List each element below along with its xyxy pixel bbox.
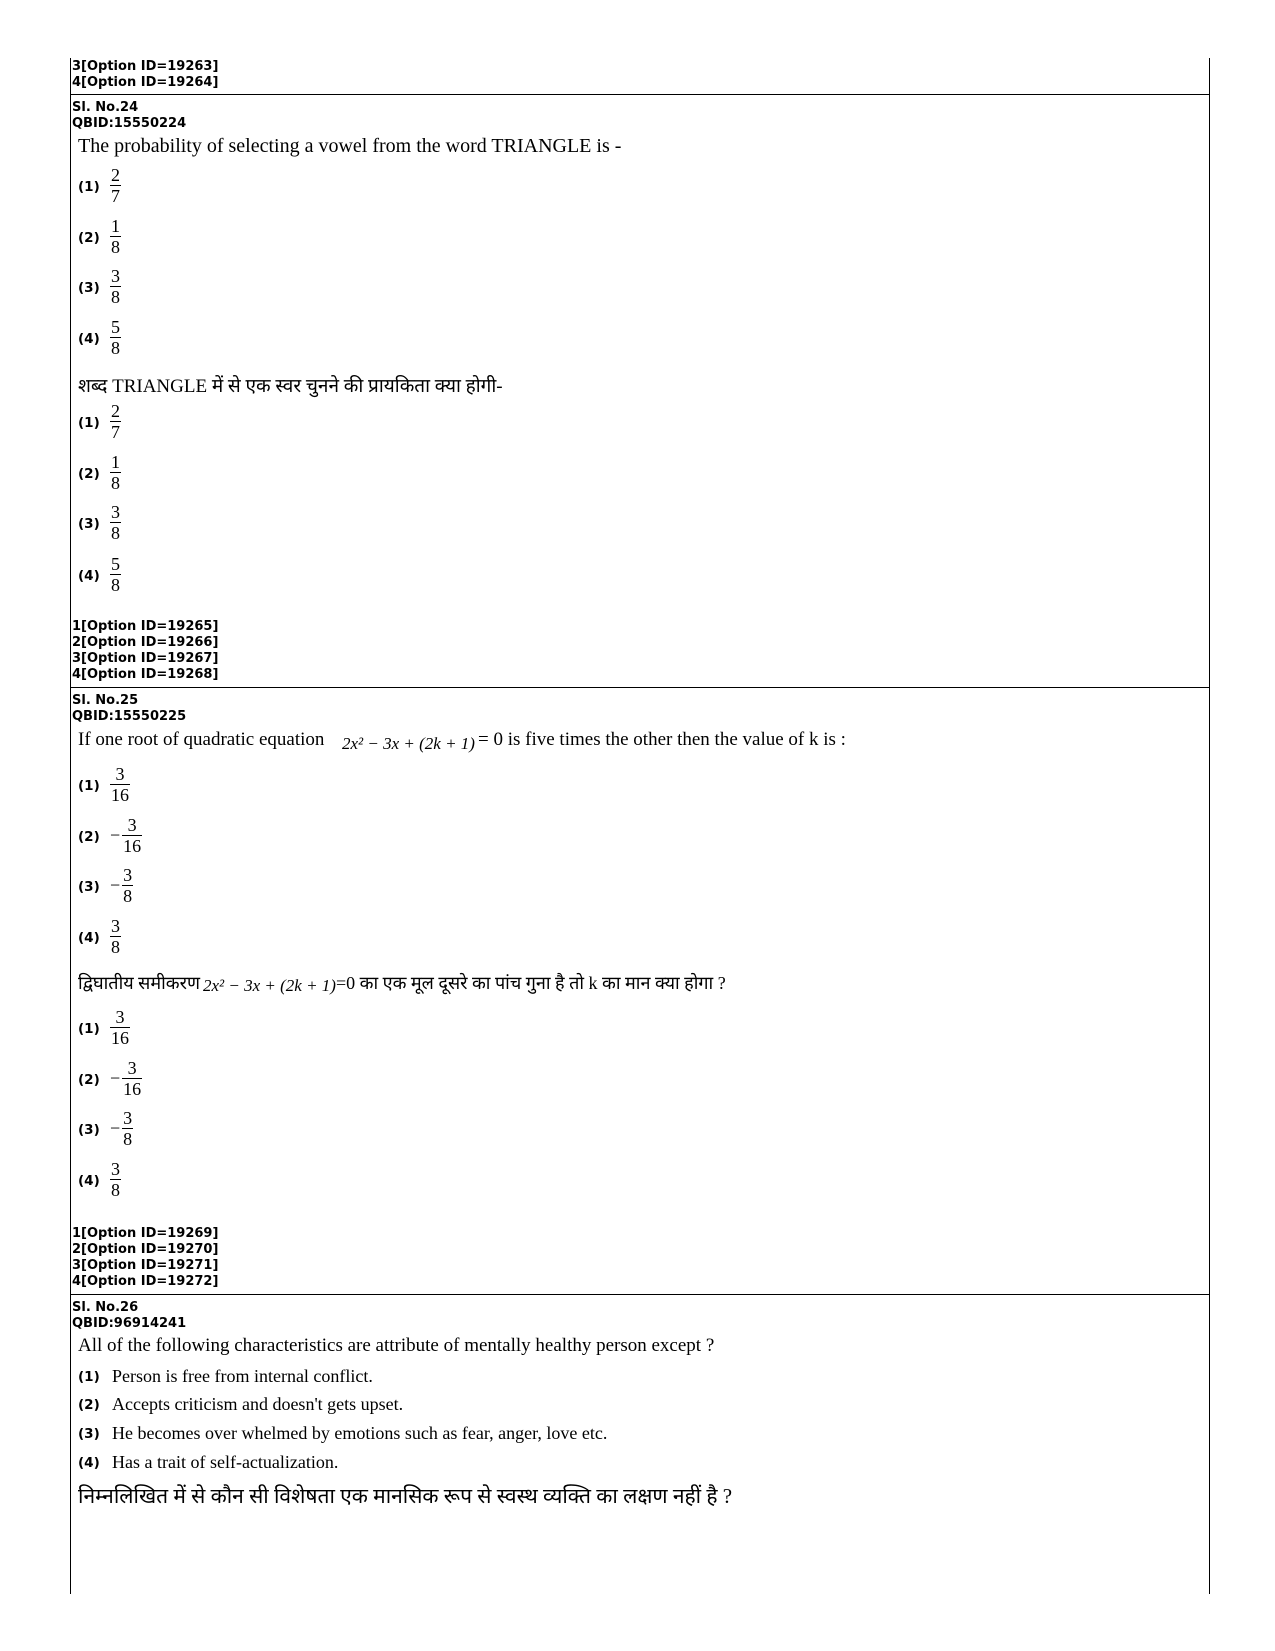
- option-label-3: (3): [78, 280, 100, 296]
- option-label-1: (1): [78, 778, 100, 794]
- row-divider: [70, 1294, 1210, 1295]
- option-label-2: (2): [78, 1397, 100, 1413]
- denominator: 7: [111, 186, 120, 206]
- numerator: 3: [127, 1058, 137, 1078]
- option-id-1: 1[Option ID=19269]: [72, 1226, 219, 1241]
- question-paper-page: [70, 58, 1210, 1594]
- question-text-english: The probability of selecting a vowel from the word TRIANGLE is -: [78, 135, 622, 157]
- option-id-4: 4[Option ID=19268]: [72, 667, 219, 682]
- quadratic-equation-hindi: 2x² − 3x + (2k + 1): [203, 976, 336, 995]
- minus-sign: −: [110, 1068, 121, 1088]
- denominator: 16: [111, 785, 129, 805]
- minus-sign: −: [110, 875, 121, 895]
- numerator: 3: [111, 1159, 120, 1179]
- option-label-2: (2): [78, 230, 100, 246]
- option-fraction-3: [110, 503, 121, 542]
- question-text-english: All of the following characteristics are attribute of mentally healthy person except ?: [78, 1335, 715, 1356]
- denominator: 16: [111, 1028, 129, 1048]
- option-label-3: (3): [78, 1426, 100, 1442]
- serial-number: Sl. No.24: [72, 100, 139, 115]
- option-id-4: 4[Option ID=19272]: [72, 1274, 219, 1289]
- numerator: 1: [111, 216, 120, 236]
- qbid: QBID:96914241: [72, 1316, 187, 1331]
- quadratic-equation: 2x² − 3x + (2k + 1): [342, 734, 475, 753]
- numerator: 3: [127, 815, 137, 835]
- option-label-1: (1): [78, 1021, 100, 1037]
- option-fraction-2: [110, 453, 121, 492]
- question-text-hindi: निम्नलिखित में से कौन सी विशेषता एक मानसिक रूप से स्वस्थ व्यक्ति का लक्षण नहीं है ?: [78, 1484, 733, 1508]
- option-id-2: 2[Option ID=19270]: [72, 1242, 219, 1257]
- table-right-border: [1209, 58, 1210, 1594]
- option-fraction-1: [110, 765, 130, 804]
- table-left-border: [70, 58, 71, 1594]
- minus-sign: −: [110, 825, 121, 845]
- option-label-3: (3): [78, 879, 100, 895]
- qbid: QBID:15550225: [72, 709, 187, 724]
- option-fraction-2: [110, 1059, 142, 1098]
- option-text-2: Accepts criticism and doesn't gets upset.: [112, 1394, 404, 1414]
- option-fraction-2: [110, 217, 121, 256]
- numerator: 3: [111, 916, 120, 936]
- option-fraction-4: [110, 917, 121, 956]
- option-id-2: 2[Option ID=19266]: [72, 635, 219, 650]
- option-label-2: (2): [78, 829, 100, 845]
- option-label-1: (1): [78, 1369, 100, 1385]
- numerator: 3: [115, 764, 125, 784]
- option-fraction-3: [110, 866, 133, 905]
- option-fraction-1: [110, 1008, 130, 1047]
- serial-number: Sl. No.26: [72, 1300, 139, 1315]
- option-label-4: (4): [78, 568, 100, 584]
- option-id-3: 3[Option ID=19267]: [72, 651, 219, 666]
- denominator: 16: [123, 836, 142, 856]
- option-fraction-2: [110, 816, 142, 855]
- minus-sign: −: [110, 1118, 121, 1138]
- qbid: QBID:15550224: [72, 116, 187, 131]
- denominator: 8: [111, 575, 120, 595]
- option-fraction-4: [110, 1160, 121, 1199]
- numerator: 3: [123, 1108, 133, 1128]
- option-label-2: (2): [78, 466, 100, 482]
- row-divider: [70, 94, 1210, 95]
- question-text-english-part1: If one root of quadratic equation: [78, 729, 325, 750]
- serial-number: Sl. No.25: [72, 693, 139, 708]
- option-text-3: He becomes over whelmed by emotions such as fear, anger, love etc.: [112, 1423, 608, 1443]
- numerator: 2: [111, 165, 120, 185]
- denominator: 16: [123, 1079, 142, 1099]
- option-id-3: 3[Option ID=19271]: [72, 1258, 219, 1273]
- numerator: 1: [111, 452, 120, 472]
- question-text-hindi-part1: द्विघातीय समीकरण: [78, 973, 200, 993]
- denominator: 8: [111, 473, 120, 493]
- option-id-1: 1[Option ID=19265]: [72, 619, 219, 634]
- option-fraction-3: [110, 1109, 133, 1148]
- option-fraction-3: [110, 267, 121, 306]
- denominator: 8: [111, 338, 120, 358]
- numerator: 3: [111, 266, 120, 286]
- option-label-4: (4): [78, 1455, 100, 1471]
- numerator: 5: [111, 554, 120, 574]
- numerator: 3: [115, 1007, 125, 1027]
- option-label-4: (4): [78, 331, 100, 347]
- row-divider: [70, 687, 1210, 688]
- prev-option-id-3: 3[Option ID=19263]: [72, 59, 219, 74]
- option-label-4: (4): [78, 1173, 100, 1189]
- option-fraction-4: [110, 555, 121, 594]
- option-fraction-1: [110, 166, 121, 205]
- option-text-4: Has a trait of self-actualization.: [112, 1452, 339, 1472]
- numerator: 5: [111, 317, 120, 337]
- option-label-3: (3): [78, 1122, 100, 1138]
- question-text-english-part2: = 0 is five times the other then the value of k is :: [478, 729, 846, 750]
- option-fraction-4: [110, 318, 121, 357]
- denominator: 8: [123, 1129, 133, 1149]
- denominator: 8: [111, 1180, 120, 1200]
- denominator: 7: [111, 422, 120, 442]
- denominator: 8: [111, 937, 120, 957]
- denominator: 8: [111, 287, 120, 307]
- denominator: 8: [123, 886, 133, 906]
- prev-option-id-4: 4[Option ID=19264]: [72, 75, 219, 90]
- question-text-hindi-part2: =0 का एक मूल दूसरे का पांच गुना है तो k का मान क्या होगा ?: [336, 973, 726, 993]
- numerator: 3: [123, 865, 133, 885]
- option-label-1: (1): [78, 415, 100, 431]
- option-text-1: Person is free from internal conflict.: [112, 1366, 373, 1386]
- question-text-hindi: शब्द TRIANGLE में से एक स्वर चुनने की प्रायकिता क्या होगी-: [78, 376, 503, 397]
- option-label-1: (1): [78, 179, 100, 195]
- option-label-4: (4): [78, 930, 100, 946]
- option-label-3: (3): [78, 516, 100, 532]
- denominator: 8: [111, 523, 120, 543]
- numerator: 3: [111, 502, 120, 522]
- option-fraction-1: [110, 402, 121, 441]
- numerator: 2: [111, 401, 120, 421]
- denominator: 8: [111, 237, 120, 257]
- option-label-2: (2): [78, 1072, 100, 1088]
